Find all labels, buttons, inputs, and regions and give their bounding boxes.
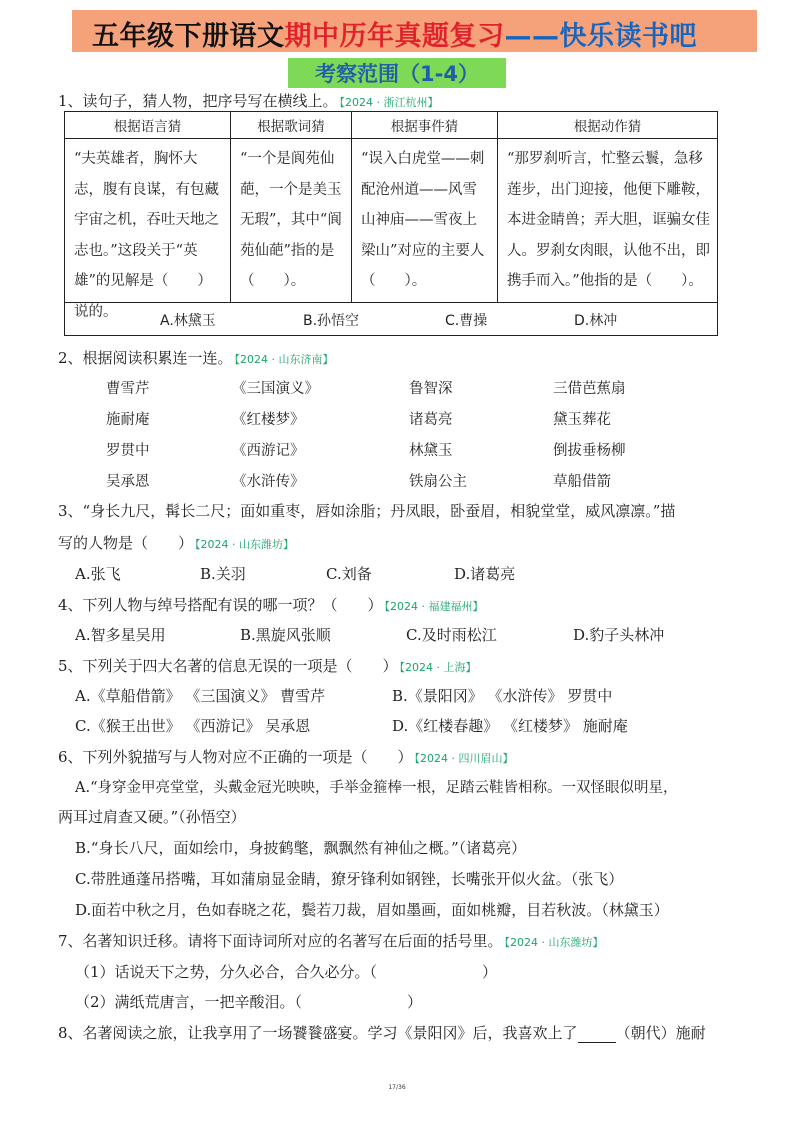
q2-book-2[interactable]: 《红楼梦》 xyxy=(232,412,305,428)
q7-source: 【2024 · 山东潍坊】 xyxy=(504,936,604,949)
q2-book-1[interactable]: 《三国演义》 xyxy=(232,381,319,397)
q5-option-a[interactable]: A.《草船借箭》 《三国演义》 曹雪芹 xyxy=(75,687,326,705)
q5-text: 5、下列关于四大名著的信息无误的一项是（ ） xyxy=(58,657,398,675)
q5-option-d[interactable]: D.《红楼春趣》 《红楼梦》 施耐庵 xyxy=(392,717,628,735)
title-grade: 五年级下册语文 xyxy=(92,21,285,52)
scope-label: 考察范围（1-4） xyxy=(288,58,506,88)
q2-author-1[interactable]: 曹雪芹 xyxy=(106,381,150,397)
q4-option-c[interactable]: C.及时雨松江 xyxy=(406,626,497,644)
q2-event-4[interactable]: 草船借箭 xyxy=(553,474,611,490)
q5-stem xyxy=(58,655,477,676)
q6-option-b[interactable]: B.“身长八尺，面如绘巾，身披鹤氅，飘飘然有神仙之概。”（诸葛亮） xyxy=(75,839,527,857)
q5-option-c[interactable]: C.《猴王出世》 《西游记》 吴承恩 xyxy=(75,717,311,735)
q2-book-4[interactable]: 《水浒传》 xyxy=(232,474,305,490)
q1-source: 【2024 · 浙江杭州】 xyxy=(339,96,439,109)
q3-option-d[interactable]: D.诸葛亮 xyxy=(454,565,516,583)
q2-author-2[interactable]: 施耐庵 xyxy=(106,412,150,428)
q1-header-speech: 根据语言猜 xyxy=(65,112,231,139)
q6-option-c[interactable]: C.带胜通蓬吊搭嘴，耳如蒲扇显金睛，獠牙锋利如钢锉，长嘴张开似火盆。（张飞） xyxy=(75,870,624,888)
q4-option-d[interactable]: D.豹子头林冲 xyxy=(573,626,665,644)
q1-cell-event: “误入白虎堂——刺配沧州道——风雪山神庙——雪夜上梁山”对应的主要人（ ）。 xyxy=(361,151,485,289)
page-number: 17/36 xyxy=(388,1084,406,1091)
q1-header-lyrics: 根据歌词猜 xyxy=(231,112,352,139)
q6-source: 【2024 · 四川眉山】 xyxy=(414,752,514,765)
q1-header-event: 根据事件猜 xyxy=(352,112,498,139)
q5-source: 【2024 · 上海】 xyxy=(399,661,477,674)
q2-stem xyxy=(58,347,334,368)
q6-option-d[interactable]: D.面若中秋之月，色如春晓之花，鬓若刀裁，眉如墨画，面如桃瓣，目若秋波。（林黛玉） xyxy=(75,901,669,919)
q1-table xyxy=(64,111,718,336)
q3-option-b[interactable]: B.关羽 xyxy=(200,565,246,583)
q1-stem xyxy=(58,90,439,111)
q6-text: 6、下列外貌描写与人物对应不正确的一项是（ ） xyxy=(58,748,413,766)
q4-option-b[interactable]: B.黑旋风张顺 xyxy=(240,626,331,644)
q2-character-3[interactable]: 林黛玉 xyxy=(409,443,453,459)
page-title xyxy=(92,14,697,53)
q4-source: 【2024 · 福建福州】 xyxy=(384,600,484,613)
q4-text: 4、下列人物与绰号搭配有误的哪一项？（ ） xyxy=(58,596,383,614)
q7-item-1[interactable]: （1）话说天下之势，分久必合，合久必分。（ ） xyxy=(75,963,498,981)
q2-event-1[interactable]: 三借芭蕉扇 xyxy=(553,381,626,397)
q2-source: 【2024 · 山东济南】 xyxy=(234,353,334,366)
q7-item-2[interactable]: （2）满纸荒唐言，一把辛酸泪。（ ） xyxy=(75,993,423,1011)
q8-stem xyxy=(58,1022,706,1043)
q6-option-a-line2[interactable]: 两耳过肩查又硬。”（孙悟空） xyxy=(58,808,246,826)
q1-option-d[interactable]: D.林冲 xyxy=(574,313,618,329)
title-topic: ——快乐读书吧 xyxy=(504,21,697,52)
q3-source: 【2024 · 山东潍坊】 xyxy=(195,538,294,551)
q7-stem xyxy=(58,930,604,951)
q1-options-row xyxy=(65,303,718,336)
q1-option-a[interactable]: A.林黛玉 xyxy=(160,313,216,329)
q1-header-action: 根据动作猜 xyxy=(498,112,718,139)
q8-blank-dynasty[interactable] xyxy=(578,1028,616,1043)
q1-cell-lyrics: “一个是阆苑仙葩，一个是美玉无瑕”，其中“阆苑仙葩”指的是（ ）。 xyxy=(240,151,342,289)
q1-cell-speech: “夫英雄者，胸怀大志，腹有良谋，有包藏宇宙之机，吞吐天地之志也。”这段关于“英雄”的见解是（ ）说的。 xyxy=(74,151,219,320)
q3-option-c[interactable]: C.刘备 xyxy=(326,565,372,583)
q1-content-row xyxy=(65,139,718,303)
q6-option-a-line1[interactable]: A.“身穿金甲亮堂堂，头戴金冠光映映，手举金箍棒一根，足踏云鞋皆相称。一双怪眼似明星， xyxy=(75,780,678,796)
q1-option-c[interactable]: C.曹操 xyxy=(445,313,488,329)
q1-cell-action: “那罗刹听言，忙整云鬟，急移莲步，出门迎接，他便下雕鞍，本进金睛兽；弄大胆，诓骗女佳人。罗刹女肉眼，认他不出，即携手而入。”他指的是（ ）。 xyxy=(507,151,710,289)
q8-text-b: （朝代）施耐 xyxy=(615,1024,706,1042)
q2-character-1[interactable]: 鲁智深 xyxy=(409,381,453,397)
q4-stem xyxy=(58,594,484,615)
q2-author-4[interactable]: 吴承恩 xyxy=(106,474,150,490)
q4-option-a[interactable]: A.智多星吴用 xyxy=(75,626,166,644)
q7-text: 7、名著知识迁移。请将下面诗词所对应的名著写在后面的括号里。 xyxy=(58,932,503,950)
q2-author-3[interactable]: 罗贯中 xyxy=(106,443,150,459)
q3-stem-line1: 3、“身长九尺，髯长二尺；面如重枣，唇如涂脂；丹凤眼，卧蚕眉，相貌堂堂，威风凛凛。”描 xyxy=(58,502,676,520)
q2-character-4[interactable]: 铁扇公主 xyxy=(409,474,467,490)
q1-header-row xyxy=(65,112,718,139)
q8-text-a: 8、名著阅读之旅，让我享用了一场饕餮盛宴。学习《景阳冈》后，我喜欢上了 xyxy=(58,1024,578,1042)
q3-stem-line2 xyxy=(58,532,294,553)
title-exam: 期中历年真题复习 xyxy=(284,21,505,52)
q1-option-b[interactable]: B.孙悟空 xyxy=(303,313,360,329)
q3-text: 写的人物是（ ） xyxy=(58,534,194,552)
q1-text: 1、读句子，猜人物，把序号写在横线上。 xyxy=(58,92,338,110)
q3-option-a[interactable]: A.张飞 xyxy=(75,565,121,583)
q2-event-2[interactable]: 黛玉葬花 xyxy=(553,412,611,428)
q5-option-b[interactable]: B.《景阳冈》 《水浒传》 罗贯中 xyxy=(392,687,613,705)
q2-character-2[interactable]: 诸葛亮 xyxy=(409,412,453,428)
q2-text: 2、根据阅读积累连一连。 xyxy=(58,349,233,367)
q2-book-3[interactable]: 《西游记》 xyxy=(232,443,305,459)
q2-event-3[interactable]: 倒拔垂杨柳 xyxy=(553,443,626,459)
q6-stem xyxy=(58,746,514,767)
